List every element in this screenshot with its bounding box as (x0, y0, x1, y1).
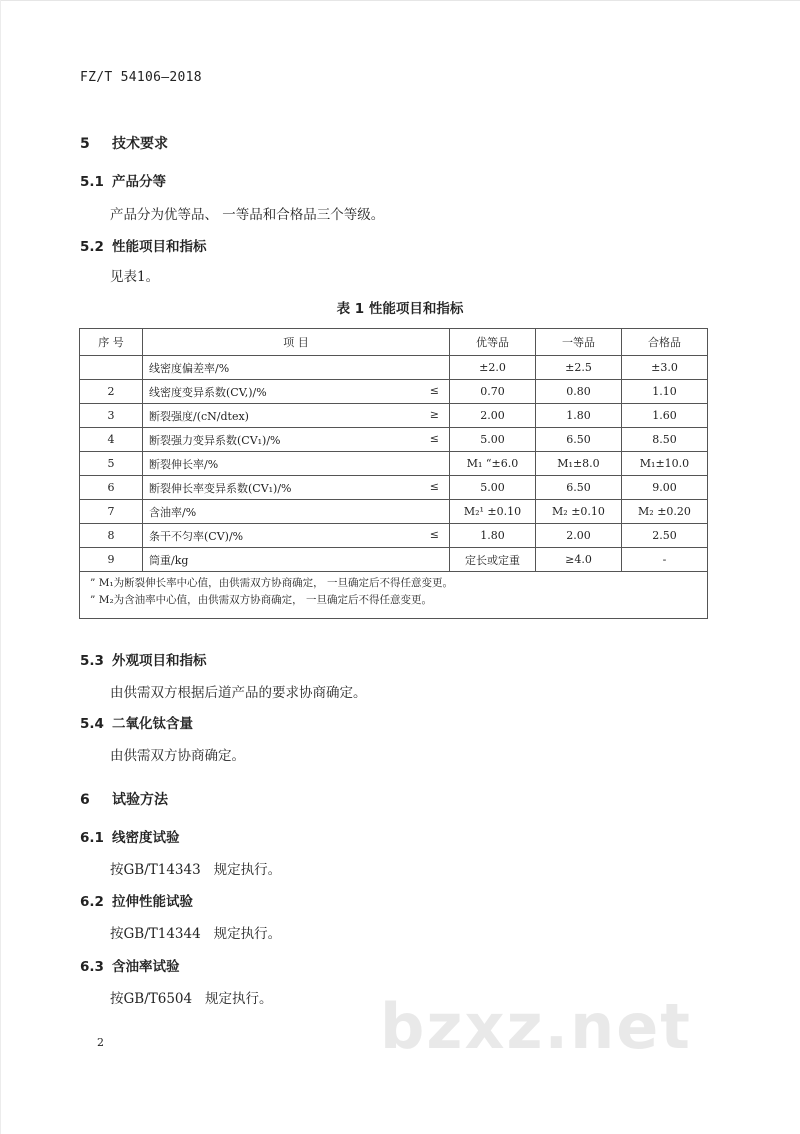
section-6-2-heading: 6.2 拉伸性能试验 (80, 894, 193, 910)
row-grade-first: 6.50 (536, 476, 622, 500)
row-grade-first: 0.80 (536, 380, 622, 404)
row-item-label: 断裂伸长率变异系数(CV₁)/% (149, 481, 292, 495)
row-grade-qualified: M₁±10.0 (622, 452, 708, 476)
row-item-symbol (439, 360, 443, 376)
section-5-2-heading: 5.2 性能项目和指标 (80, 239, 207, 255)
row-grade-qualified: 8.50 (622, 428, 708, 452)
row-item-symbol: ≤ (429, 383, 439, 397)
row-number: 9 (80, 548, 143, 572)
row-item-label: 断裂强力变异系数(CV₁)/% (149, 433, 281, 447)
section-5-2-text: 见表1。 (110, 269, 160, 285)
row-item-symbol (439, 456, 443, 472)
row-number: 5 (80, 452, 143, 476)
row-grade-premium: 5.00 (450, 476, 536, 500)
header-no: 序 号 (80, 329, 143, 356)
row-grade-first: 6.50 (536, 428, 622, 452)
table-row (80, 548, 708, 572)
section-5-3-heading: 5.3 外观项目和指标 (80, 653, 207, 669)
header-grade-first: 一等品 (536, 329, 622, 356)
row-number: 7 (80, 500, 143, 524)
row-grade-premium: M₂¹ ±0.10 (450, 500, 536, 524)
row-item-label: 线密度变异系数(CV,)/% (149, 385, 267, 399)
row-item-symbol: ≥ (429, 407, 439, 421)
table-note: ” M₁为断裂伸长率中心值，由供需双方协商确定， 一旦确定后不得任意变更。 (90, 577, 454, 589)
row-grade-qualified: 1.60 (622, 404, 708, 428)
row-item (143, 428, 450, 452)
section-6-3-heading: 6.3 含油率试验 (80, 959, 180, 975)
row-grade-qualified: 2.50 (622, 524, 708, 548)
row-item (143, 404, 450, 428)
row-grade-qualified: 9.00 (622, 476, 708, 500)
row-item (143, 476, 450, 500)
table-header-row (80, 329, 708, 356)
row-item (143, 500, 450, 524)
performance-table (79, 328, 708, 619)
table-row (80, 524, 708, 548)
section-5-heading: 5 技术要求 (80, 136, 168, 152)
section-6-1-text: 按GB/T14343 规定执行。 (110, 862, 282, 878)
table-row (80, 380, 708, 404)
header-item: 项 目 (143, 329, 450, 356)
table-row (80, 404, 708, 428)
table-notes-row (80, 572, 708, 619)
row-item (143, 452, 450, 476)
table-row (80, 500, 708, 524)
row-number: 2 (80, 380, 143, 404)
table-note: ” M₂为含油率中心值，由供需双方协商确定， 一旦确定后不得任意变更。 (90, 594, 433, 606)
table-caption: 表 1 性能项目和指标 (336, 301, 464, 317)
row-grade-qualified: M₂ ±0.20 (622, 500, 708, 524)
standard-code: FZ/T 54106—2018 (80, 70, 202, 85)
row-item-label: 筒重/kg (149, 553, 189, 567)
section-5-3-text: 由供需双方根据后道产品的要求协商确定。 (110, 685, 367, 701)
row-grade-first: 2.00 (536, 524, 622, 548)
section-6-heading: 6 试验方法 (80, 792, 168, 808)
table-row (80, 476, 708, 500)
watermark: bzxz.net (380, 990, 692, 1063)
row-item (143, 548, 450, 572)
row-grade-first: ≥4.0 (536, 548, 622, 572)
header-grade-qualified: 合格品 (622, 329, 708, 356)
section-5-4-text: 由供需双方协商确定。 (110, 748, 245, 764)
row-item (143, 524, 450, 548)
row-grade-first: 1.80 (536, 404, 622, 428)
table-row (80, 356, 708, 380)
row-item-symbol: ≤ (429, 527, 439, 541)
section-5-4-heading: 5.4 二氧化钛含量 (80, 716, 193, 732)
row-grade-first: M₁±8.0 (536, 452, 622, 476)
row-number: 3 (80, 404, 143, 428)
row-grade-qualified: - (622, 548, 708, 572)
row-number (80, 356, 143, 380)
table-row (80, 452, 708, 476)
section-6-1-heading: 6.1 线密度试验 (80, 830, 180, 846)
row-grade-premium: 1.80 (450, 524, 536, 548)
row-item-symbol (439, 552, 443, 568)
row-item-symbol: ≤ (429, 431, 439, 445)
row-grade-premium: 2.00 (450, 404, 536, 428)
row-item-symbol (439, 504, 443, 520)
page-number: 2 (97, 1036, 104, 1049)
row-grade-qualified: 1.10 (622, 380, 708, 404)
row-grade-premium: ±2.0 (450, 356, 536, 380)
row-number: 4 (80, 428, 143, 452)
section-6-3-text: 按GB/T6504 规定执行。 (110, 991, 273, 1007)
row-item-label: 断裂伸长率/% (149, 457, 219, 471)
row-grade-first: M₂ ±0.10 (536, 500, 622, 524)
row-item (143, 380, 450, 404)
row-number: 6 (80, 476, 143, 500)
page-top-edge (0, 0, 800, 1)
table-notes (80, 572, 708, 619)
row-item-label: 条干不匀率(CV)/% (149, 529, 244, 543)
header-grade-premium: 优等品 (450, 329, 536, 356)
row-grade-premium: M₁ “±6.0 (450, 452, 536, 476)
row-grade-premium: 定长或定重 (450, 548, 536, 572)
row-item-label: 线密度偏差率/% (149, 361, 230, 375)
row-grade-premium: 0.70 (450, 380, 536, 404)
row-item-symbol: ≤ (429, 479, 439, 493)
row-grade-first: ±2.5 (536, 356, 622, 380)
table-row (80, 428, 708, 452)
section-5-1-heading: 5.1 产品分等 (80, 174, 166, 190)
row-number: 8 (80, 524, 143, 548)
row-item-label: 断裂强度/(cN/dtex) (149, 409, 249, 423)
row-item-label: 含油率/% (149, 505, 197, 519)
page-left-edge (0, 0, 1, 1134)
row-grade-premium: 5.00 (450, 428, 536, 452)
row-item (143, 356, 450, 380)
section-5-1-text: 产品分为优等品、 一等品和合格品三个等级。 (110, 207, 385, 223)
row-grade-qualified: ±3.0 (622, 356, 708, 380)
section-6-2-text: 按GB/T14344 规定执行。 (110, 926, 282, 942)
